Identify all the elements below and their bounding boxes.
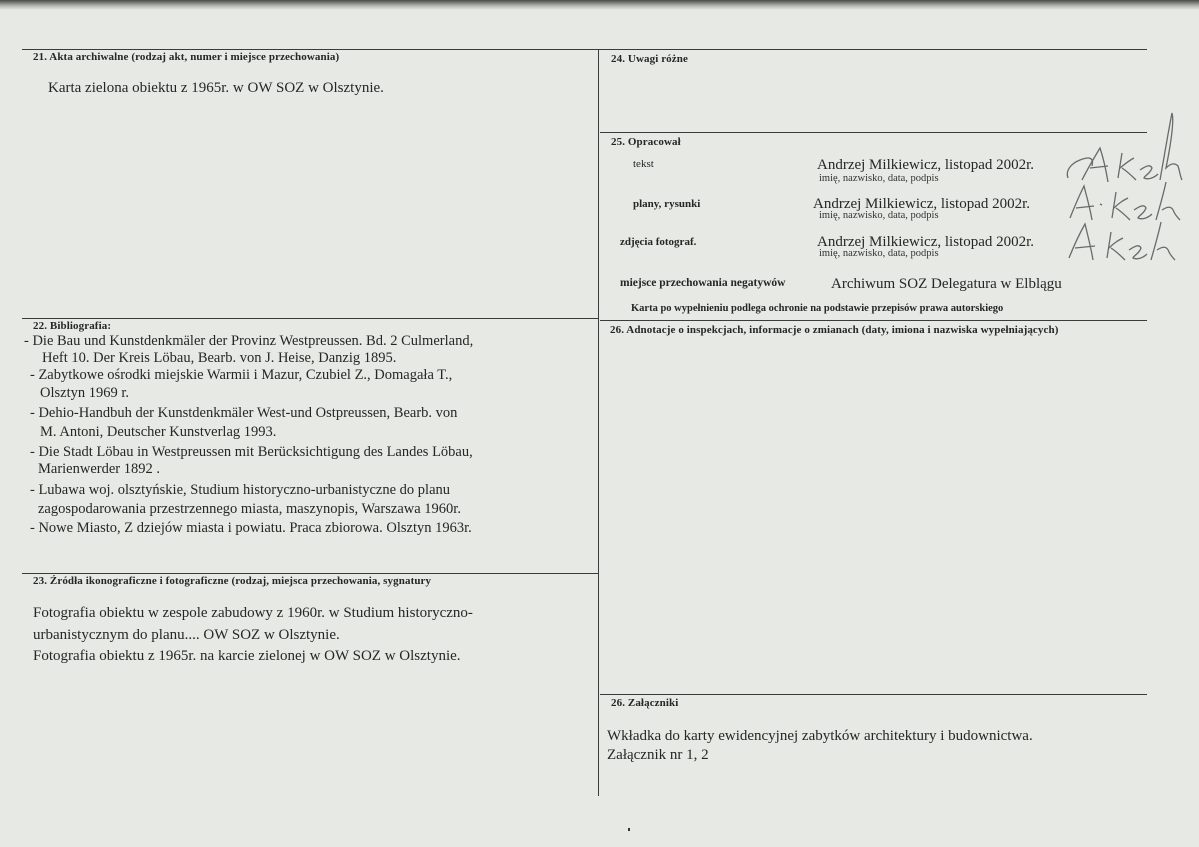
section-26-attachments-header: 26. Załączniki: [611, 697, 679, 709]
biblio-line: Marienwerder 1892 .: [38, 461, 160, 477]
biblio-line: - Die Bau und Kunstdenkmäler der Provinz Westpreussen. Bd. 2 Culmerland,: [24, 333, 474, 349]
biblio-line: Olsztyn 1969 r.: [40, 385, 130, 401]
section-26-annotations-header: 26. Adnotacje o inspekcjach, informacje o zmianach (daty, imiona i nazwiska wypełniających): [610, 324, 1059, 336]
biblio-line: - Zabytkowe ośrodki miejskie Warmii i Mazur, Czubiel Z., Domagała T.,: [30, 367, 453, 383]
negatives-label: miejsce przechowania negatywów: [620, 277, 786, 289]
attachments-line: Załącznik nr 1, 2: [607, 747, 709, 763]
row-zdjecia-caption: imię, nazwisko, data, podpis: [819, 248, 939, 259]
biblio-line: - Dehio-Handbuh der Kunstdenkmäler West-und Ostpreussen, Bearb. von: [30, 405, 458, 421]
section-23-line: Fotografia obiektu w zespole zabudowy z 1960r. w Studium historyczno-: [33, 605, 473, 621]
biblio-line: zagospodarowania przestrzennego miasta, maszynopis, Warszawa 1960r.: [38, 501, 461, 517]
biblio-line: - Nowe Miasto, Z dziejów miasta i powiatu. Praca zbiorowa. Olsztyn 1963r.: [30, 520, 472, 536]
section-23-line: urbanistycznym do planu.... OW SOZ w Olsztynie.: [33, 627, 340, 643]
negatives-value: Archiwum SOZ Delegatura w Elblągu: [831, 276, 1062, 292]
center-divider: [598, 49, 599, 796]
row-plany-caption: imię, nazwisko, data, podpis: [819, 210, 939, 221]
section-23-line: Fotografia obiektu z 1965r. na karcie zielonej w OW SOZ w Olsztynie.: [33, 648, 461, 664]
row-plany-value: Andrzej Milkiewicz, listopad 2002r.: [813, 196, 1031, 212]
signature-3: [1063, 218, 1188, 263]
scan-top-edge: [0, 0, 1199, 10]
row-zdjecia-value: Andrzej Milkiewicz, listopad 2002r.: [817, 234, 1035, 250]
rule-22-top: [22, 318, 598, 319]
section-21-header: 21. Akta archiwalne (rodzaj akt, numer i miejsce przechowania): [33, 51, 340, 63]
copyright-note: Karta po wypełnieniu podlega ochronie na podstawie przepisów prawa autorskiego: [631, 303, 1004, 314]
section-23-header: 23. Źródła ikonograficzne i fotograficzne (rodzaj, miejsca przechowania, sygnatury: [33, 575, 432, 587]
row-plany-label: plany, rysunki: [633, 198, 701, 210]
biblio-line: - Lubawa woj. olsztyńskie, Studium historyczno-urbanistyczne do planu: [30, 482, 451, 498]
section-21-text: Karta zielona obiektu z 1965r. w OW SOZ w Olsztynie.: [48, 80, 384, 96]
biblio-line: M. Antoni, Deutscher Kunstverlag 1993.: [40, 424, 277, 440]
section-24-header: 24. Uwagi różne: [611, 53, 688, 65]
rule-26-top: [600, 320, 1147, 321]
attachments-line: Wkładka do karty ewidencyjnej zabytków architektury i budownictwa.: [607, 728, 1033, 744]
row-zdjecia-label: zdjęcia fotograf.: [620, 236, 697, 248]
row-tekst-caption: imię, nazwisko, data, podpis: [819, 173, 939, 184]
row-tekst-value: Andrzej Milkiewicz, listopad 2002r.: [817, 157, 1035, 173]
section-25-header: 25. Opracował: [611, 136, 681, 148]
row-tekst-label: tekst: [633, 158, 654, 170]
rule-23-top: [22, 573, 598, 574]
section-22-header: 22. Bibliografia:: [33, 320, 112, 332]
top-rule: [22, 49, 1147, 50]
biblio-line: Heft 10. Der Kreis Löbau, Bearb. von J. Heise, Danzig 1895.: [42, 350, 397, 366]
rule-26b-top: [600, 694, 1147, 695]
scan-speck: [628, 828, 630, 831]
biblio-line: - Die Stadt Löbau in Westpreussen mit Berücksichtigung des Landes Löbau,: [30, 444, 473, 460]
